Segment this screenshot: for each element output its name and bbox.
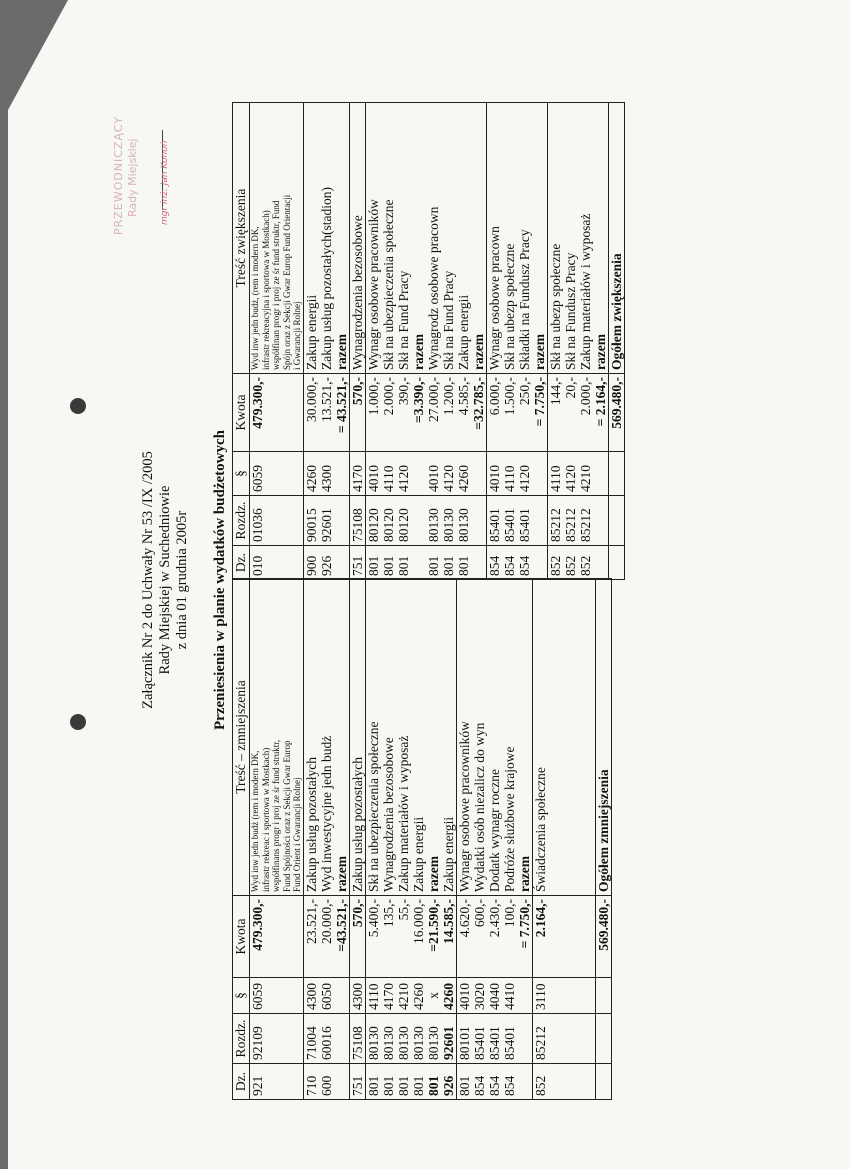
- col-header-dz: Dz.: [233, 546, 250, 580]
- cell-kwota: 2.164,-: [532, 899, 548, 938]
- cell-tresc: Zakup energii: [440, 816, 456, 892]
- cell-rozdz: 80130: [380, 1026, 396, 1060]
- col-header-rozdz: Rozdz.: [233, 496, 250, 546]
- cell-tresc: Fund Orient i Gwarancji Rolnej: [292, 777, 302, 892]
- cell-kwota-total: =32.785,-: [470, 377, 486, 430]
- cell-dz: 801: [410, 1075, 426, 1096]
- total-kwota: 569.480,-: [608, 377, 624, 429]
- cell-tresc: Zakup energii: [410, 816, 426, 892]
- cell-tresc-total: razem: [410, 334, 426, 370]
- cell-par: 6059: [250, 465, 265, 492]
- cell-dz: 801: [365, 555, 381, 576]
- cell-kwota-total: = 2.164,-: [592, 377, 608, 427]
- cell-kwota: 2.000,-: [380, 377, 396, 416]
- cell-tresc: Wyd inw jedn budż (rem i modern DK,: [250, 750, 260, 892]
- decreases-table: [232, 578, 612, 1100]
- cell-kwota-total: = 7.750,-: [516, 899, 532, 949]
- cell-dz: 854: [501, 1075, 517, 1096]
- table-row: [303, 579, 349, 1100]
- cell-par: 4260: [440, 983, 456, 1010]
- cell-kwota: 23.521,-: [303, 899, 319, 944]
- cell-kwota: 479.300,-: [250, 377, 265, 429]
- cell-rozdz: 71004: [303, 1026, 319, 1060]
- cell-tresc: Zakup energii: [455, 294, 471, 370]
- cell-tresc: Zakup usług pozostałych: [349, 757, 365, 892]
- stamp-line-3: mgr inż. Jan Konoń: [160, 140, 170, 225]
- cell-tresc: Skł na ubezp społeczne: [501, 243, 517, 370]
- cell-par: [411, 455, 426, 492]
- cell-dz: 852: [532, 1075, 548, 1096]
- header-line-2: Rady Miejskiej w Suchedniowie: [157, 485, 173, 675]
- cell-dz: 801: [395, 555, 411, 576]
- cell-kwota: 27.000,-: [425, 377, 441, 422]
- cell-tresc: Skł na ubezpieczenia społeczne: [365, 721, 381, 892]
- cell-par: 4210: [577, 465, 593, 492]
- cell-par: 4120: [562, 465, 578, 492]
- col-header-kwota: Kwota: [233, 374, 250, 452]
- cell-rozdz: 80120: [380, 508, 396, 542]
- header-line-1: Załącznik Nr 2 do Uchwały Nr 53 /IX /2005: [140, 451, 156, 709]
- cell-par: 4410: [501, 983, 517, 1010]
- cell-kwota: 2.430,-: [486, 899, 502, 938]
- cell-kwota: 16.000,-: [410, 899, 426, 944]
- table-header-row: [233, 579, 250, 1100]
- table-row: [349, 103, 365, 580]
- cell-dz: 921: [250, 1075, 265, 1096]
- cell-kwota-total: = 43.521,-: [333, 377, 349, 434]
- cell-par: 4120: [440, 465, 456, 492]
- cell-par: 4120: [395, 465, 411, 492]
- cell-kwota-total: =21.590,-: [425, 899, 441, 952]
- table-row: [547, 103, 608, 580]
- cell-par: 3110: [532, 983, 548, 1010]
- cell-rozdz: 85212: [577, 508, 593, 542]
- cell-tresc: Dodatk wynagr roczne: [486, 769, 502, 892]
- cell-rozdz: 80120: [395, 508, 411, 542]
- total-row: [595, 579, 611, 1100]
- cell-tresc: współfinan progr i proj ze śr fund struktr, Fund: [271, 200, 281, 370]
- cell-tresc: Zakup materiałów i wyposaż: [395, 735, 411, 892]
- cell-rozdz: 85212: [532, 1026, 548, 1060]
- cell-rozdz: 80130: [425, 1026, 441, 1060]
- cell-dz: 801: [425, 1075, 441, 1096]
- cell-tresc-total: razem: [425, 856, 441, 892]
- total-label: Ogółem zwiększenia: [608, 253, 624, 370]
- cell-tresc-total: razem: [333, 856, 349, 892]
- cell-par: 4010: [365, 465, 381, 492]
- cell-rozdz: 92601: [318, 508, 334, 542]
- cell-kwota: 1.500,-: [501, 377, 517, 416]
- cell-tresc-total: razem: [592, 334, 608, 370]
- cell-dz: 926: [318, 555, 334, 576]
- cell-par: 4110: [365, 983, 381, 1010]
- cell-tresc: Wynagrodz osobowe pracown: [425, 206, 441, 370]
- cell-tresc: Wydatki osób niezalicz do wyn: [471, 722, 487, 892]
- cell-rozdz: 80130: [410, 1026, 426, 1060]
- cell-par: 4110: [380, 465, 396, 492]
- cell-kwota: 479.300,-: [250, 899, 265, 951]
- cell-dz: 900: [303, 555, 319, 576]
- document-title: Przeniesienia w planie wydatków budżetowych: [212, 430, 228, 730]
- cell-tresc: i Gwarancji Rolnej: [292, 301, 302, 370]
- cell-tresc: infrastr rekreac i sportowa w Mostkach): [260, 747, 271, 892]
- table-row: [250, 103, 304, 580]
- cell-dz: 852: [577, 555, 593, 576]
- cell-par: 4040: [486, 983, 502, 1010]
- cell-par: 4210: [395, 983, 411, 1010]
- cell-kwota-total: =43.521,-: [333, 899, 349, 952]
- cell-dz: 801: [380, 1075, 396, 1096]
- cell-kwota: 20.000,-: [318, 899, 334, 944]
- table-row: [349, 579, 365, 1100]
- col-header-dz: Dz.: [233, 1064, 250, 1100]
- cell-kwota: 55,-: [395, 899, 411, 921]
- col-header-tresc: Treść – zmniejszenia: [233, 579, 250, 896]
- cell-rozdz: 85401: [516, 508, 532, 542]
- cell-dz: 600: [318, 1075, 334, 1096]
- cell-par: 3020: [471, 983, 487, 1010]
- total-row: [608, 103, 624, 580]
- cell-kwota: 600,-: [471, 899, 487, 928]
- cell-dz: 801: [395, 1075, 411, 1096]
- cell-dz: 801: [456, 1075, 472, 1096]
- cell-rozdz: 92601: [440, 1026, 456, 1060]
- cell-dz: 751: [349, 555, 365, 576]
- cell-dz: 751: [349, 1075, 365, 1096]
- cell-dz: 926: [440, 1075, 456, 1096]
- col-header-par: §: [233, 978, 250, 1014]
- cell-tresc: Podróże służbowe krajowe: [501, 746, 517, 892]
- cell-rozdz: 80101: [456, 1026, 472, 1060]
- cell-par: 4170: [349, 465, 365, 492]
- cell-dz: 852: [547, 555, 563, 576]
- cell-tresc-total: razem: [516, 856, 532, 892]
- cell-par: 4010: [425, 465, 441, 492]
- cell-rozdz: 90015: [303, 508, 319, 542]
- cell-par: 4010: [486, 465, 502, 492]
- cell-tresc: Skł na Fund Pracy: [440, 270, 456, 370]
- cell-rozdz: 85401: [471, 1026, 487, 1060]
- cell-tresc: Zakup materiałów i wyposaż: [577, 213, 593, 370]
- col-header-par: §: [233, 452, 250, 496]
- cell-dz: 801: [380, 555, 396, 576]
- cell-par: 4110: [501, 465, 517, 492]
- cell-rozdz: 75108: [349, 1026, 365, 1060]
- cell-dz: 854: [516, 555, 532, 576]
- cell-kwota: 570,-: [349, 377, 365, 406]
- cell-tresc: Zakup usług pozostałych: [303, 757, 319, 892]
- cell-kwota: 135,-: [380, 899, 396, 928]
- cell-rozdz: 80120: [365, 508, 381, 542]
- cell-dz: 801: [440, 555, 456, 576]
- cell-tresc: współfinans progr i proj ze śr fund struktr,: [271, 739, 281, 892]
- cell-rozdz: 85212: [562, 508, 578, 542]
- cell-tresc: infrastr rekreacyjna i sportowa w Mostkach): [260, 210, 271, 370]
- cell-tresc: Wynagrodzenia bezosobowe: [380, 737, 396, 892]
- cell-tresc-total: razem: [470, 334, 486, 370]
- cell-kwota: 13.521,-: [318, 377, 334, 422]
- cell-kwota: 4.620,-: [456, 899, 472, 938]
- cell-tresc: Skł na ubezpieczenia społeczne: [380, 199, 396, 370]
- table-row: [365, 103, 486, 580]
- cell-par: 4300: [303, 983, 319, 1010]
- total-label: Ogółem zmniejszenia: [595, 769, 611, 892]
- table-row: [303, 103, 349, 580]
- cell-par: 4260: [410, 983, 426, 1010]
- cell-tresc: Wynagr osobowe pracowników: [456, 721, 472, 892]
- cell-tresc-total: razem: [333, 334, 349, 370]
- table-row: [486, 103, 547, 580]
- handwritten-signature: [134, 120, 163, 211]
- increases-table: [232, 102, 625, 580]
- cell-par: 4110: [547, 465, 563, 492]
- col-header-tresc: Treść zwiększenia: [233, 103, 250, 374]
- cell-rozdz: [411, 499, 426, 542]
- cell-rozdz: 85401: [486, 1026, 502, 1060]
- cell-dz: 854: [486, 1075, 502, 1096]
- cell-rozdz: 80130: [365, 1026, 381, 1060]
- total-kwota: 569.480,-: [595, 899, 611, 951]
- table-header-row: [233, 103, 250, 580]
- cell-tresc: Skł na ubezp społeczne: [547, 243, 563, 370]
- cell-kwota: 4.585,-: [455, 377, 471, 416]
- cell-tresc: Skł na Fundusz Pracy: [562, 252, 578, 370]
- cell-kwota-total: =3.390,-: [410, 377, 426, 423]
- cell-par: 4300: [318, 465, 334, 492]
- cell-kwota: 390,-: [395, 377, 411, 406]
- cell-tresc: Skł na Fund Pracy: [395, 270, 411, 370]
- cell-rozdz: 60016: [318, 1026, 334, 1060]
- cell-tresc: Wyd inw jedn budż, (rem i modern DK,: [250, 226, 260, 370]
- cell-par: 6059: [250, 983, 265, 1010]
- cell-par: 4120: [516, 465, 532, 492]
- cell-kwota: 570,-: [349, 899, 365, 928]
- cell-dz: 010: [250, 555, 265, 576]
- cell-kwota: 20,-: [562, 377, 578, 399]
- cell-dz: 710: [303, 1075, 319, 1096]
- cell-rozdz: 85401: [486, 508, 502, 542]
- cell-rozdz: 85212: [547, 508, 563, 542]
- cell-tresc: Fund Spójności oraz z Sekcji Gwar Europ: [281, 740, 292, 892]
- cell-kwota: 100,-: [501, 899, 517, 928]
- cell-rozdz: 75108: [349, 508, 365, 542]
- cell-par: 6050: [318, 983, 334, 1010]
- table-row: [532, 579, 595, 1100]
- cell-rozdz: 80130: [395, 1026, 411, 1060]
- cell-dz: 854: [486, 555, 502, 576]
- table-row: [456, 579, 532, 1100]
- cell-dz: 801: [365, 1075, 381, 1096]
- cell-kwota-total: = 7.750,-: [531, 377, 547, 427]
- header-line-3: z dnia 01 grudnia 2005r: [174, 510, 190, 650]
- cell-kwota: 144,-: [547, 377, 563, 406]
- stamp-line-1: PRZEWODNICZĄCY: [112, 116, 125, 235]
- cell-tresc: Świadczenia społeczne: [532, 767, 548, 892]
- cell-kwota: 1.000,-: [365, 377, 381, 416]
- cell-tresc: Wynagrodzenia bezosobowe: [349, 215, 365, 370]
- cell-par: 4260: [303, 465, 319, 492]
- cell-dz: 854: [471, 1075, 487, 1096]
- cell-par: 4260: [455, 465, 471, 492]
- cell-dz: 801: [455, 555, 471, 576]
- cell-tresc: Zakup usług pozostałych(stadion): [318, 187, 334, 370]
- cell-rozdz: 80130: [440, 508, 456, 542]
- cell-par: x: [425, 992, 441, 999]
- rotated-content: [72, 60, 624, 1100]
- cell-dz: [411, 549, 426, 576]
- cell-kwota: 30.000,-: [303, 377, 319, 422]
- cell-rozdz: 85401: [501, 508, 517, 542]
- col-header-kwota: Kwota: [233, 896, 250, 978]
- cell-par: 4300: [349, 983, 365, 1010]
- cell-rozdz: 80130: [425, 508, 441, 542]
- cell-tresc: Składki na Fundusz Pracy: [516, 229, 532, 370]
- table-row: [365, 579, 456, 1100]
- cell-tresc: Wyd inwestycyjne jedn budż: [318, 735, 334, 892]
- cell-kwota: 6.000,-: [486, 377, 502, 416]
- cell-tresc: Wynagr osobowe pracowników: [365, 199, 381, 370]
- cell-dz: 854: [501, 555, 517, 576]
- cell-par: 4010: [456, 983, 472, 1010]
- cell-rozdz: 01036: [250, 508, 265, 542]
- cell-kwota: 5.400,-: [365, 899, 381, 938]
- cell-tresc: Wynagr osobowe pracown: [486, 226, 502, 370]
- cell-tresc: Zakup energii: [303, 294, 319, 370]
- cell-kwota: 1.200,-: [440, 377, 456, 416]
- col-header-rozdz: Rozdz.: [233, 1014, 250, 1064]
- cell-dz: 801: [425, 555, 441, 576]
- table-row: [250, 579, 304, 1100]
- cell-tresc: Spójn oraz z Sekcji Gwar Europ Fund Orientacji: [281, 194, 292, 370]
- folded-corner: [8, 0, 68, 110]
- cell-kwota: 14.585,-: [440, 899, 456, 944]
- cell-kwota: 2.000,-: [577, 377, 593, 416]
- cell-rozdz: 92109: [250, 1026, 265, 1060]
- signature-stamp: [112, 65, 202, 245]
- cell-kwota: 250,-: [516, 377, 532, 406]
- stamp-line-2: Rady Miejskiej: [126, 138, 139, 217]
- cell-rozdz: 85401: [501, 1026, 517, 1060]
- cell-rozdz: 80130: [455, 508, 471, 542]
- cell-dz: 852: [562, 555, 578, 576]
- cell-par: 4170: [380, 983, 396, 1010]
- cell-tresc-total: razem: [531, 334, 547, 370]
